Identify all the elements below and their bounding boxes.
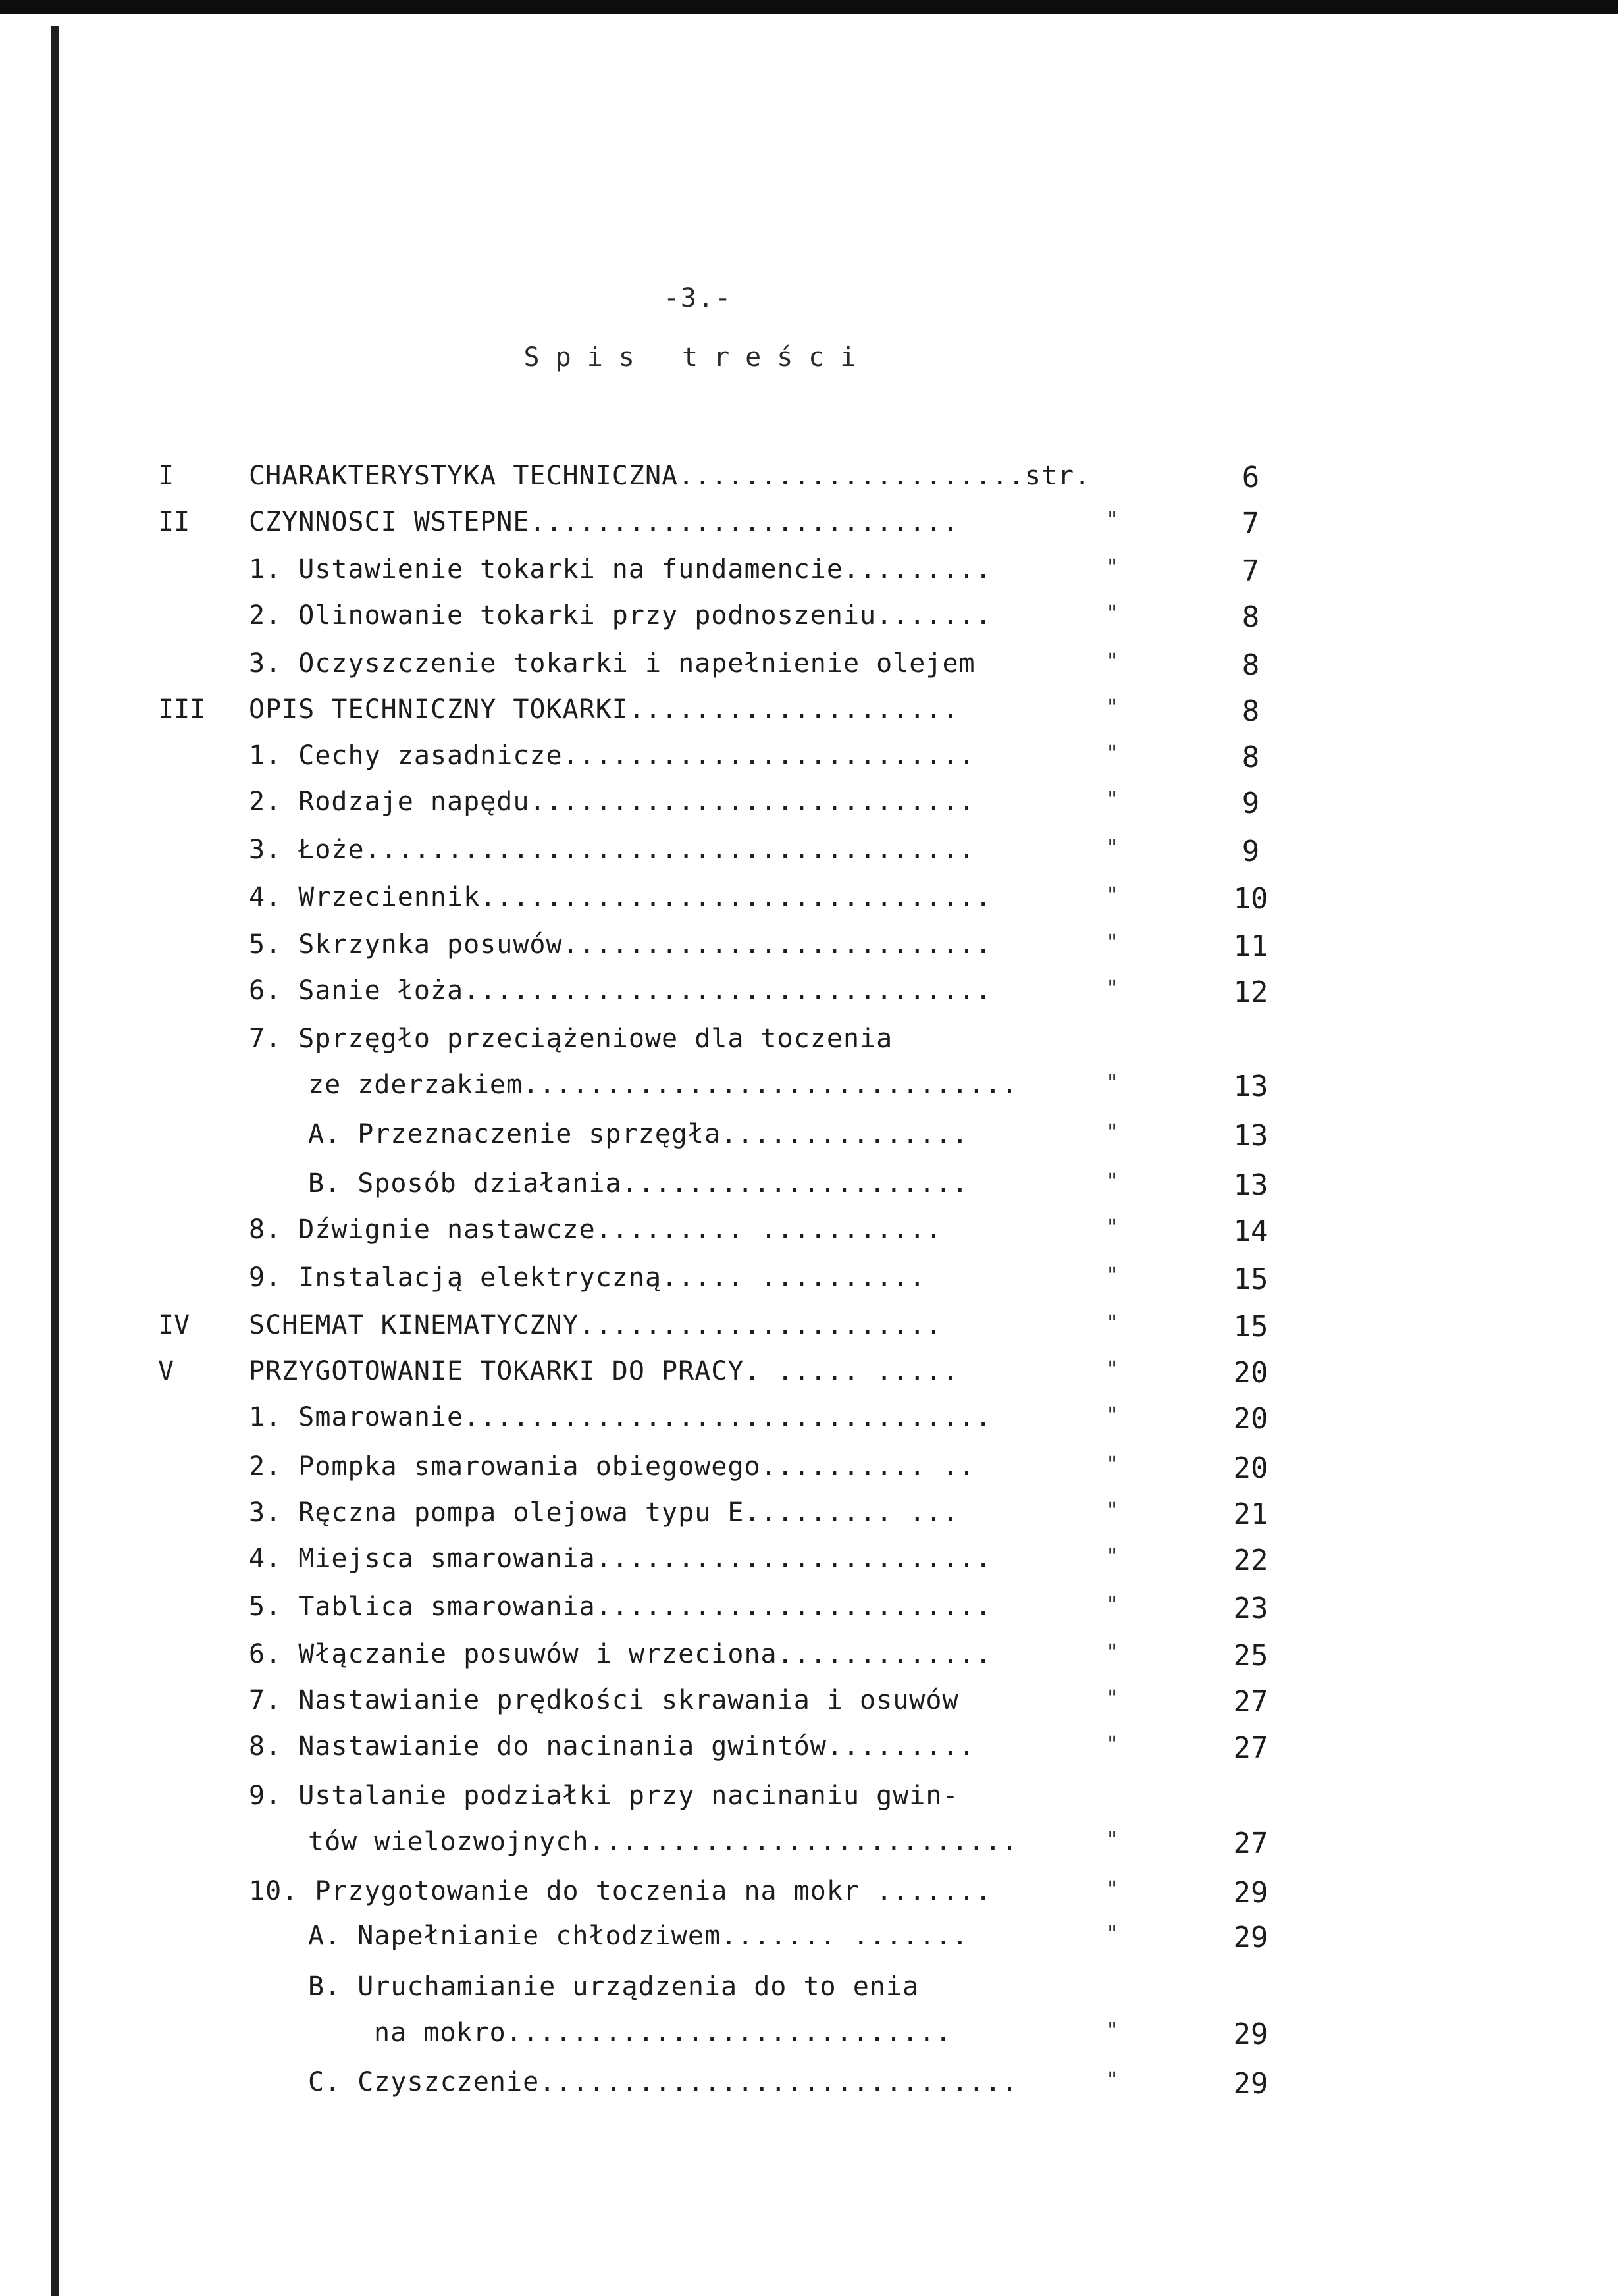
toc-entry-title: 4. Wrzeciennik...............................	[249, 882, 992, 912]
toc-ditto-mark: "	[1106, 1119, 1119, 1144]
toc-entry-title: CHARAKTERYSTYKA TECHNICZNA.....................str.	[249, 461, 1091, 491]
toc-page-number: 20	[1233, 1356, 1268, 1390]
toc-ditto-mark: "	[1106, 694, 1119, 719]
toc-page-number: 25	[1233, 1639, 1268, 1673]
toc-entry-title: A. Napełnianie chłodziwem....... .......	[308, 1921, 969, 1951]
toc-page-number: 13	[1233, 1070, 1268, 1103]
toc-ditto-mark: "	[1106, 1070, 1119, 1095]
toc-ditto-mark: "	[1106, 2067, 1119, 2092]
toc-page-number: 8	[1241, 741, 1260, 774]
toc-entry	[0, 1356, 1618, 1396]
toc-ditto-mark: "	[1106, 1310, 1119, 1335]
toc-entry	[0, 1214, 1618, 1254]
toc-entry-title: 3. Oczyszczenie tokarki i napełnienie olejem	[249, 648, 976, 679]
toc-ditto-mark: "	[1106, 1731, 1119, 1756]
toc-ditto-mark: "	[1106, 1263, 1119, 1288]
toc-entry	[0, 507, 1618, 546]
toc-ditto-mark: "	[1106, 1685, 1119, 1710]
toc-entry-title: 1. Smarowanie................................	[249, 1402, 992, 1432]
toc-entry	[0, 1168, 1618, 1208]
toc-ditto-mark: "	[1106, 2018, 1119, 2043]
toc-entry	[0, 648, 1618, 688]
toc-page-number: 13	[1233, 1168, 1268, 1202]
toc-entry	[0, 694, 1618, 734]
toc-entry	[0, 1731, 1618, 1771]
toc-ditto-mark: "	[1106, 1876, 1119, 1901]
toc-entry-title: 5. Skrzynka posuwów..........................	[249, 929, 992, 960]
toc-entry	[0, 1310, 1618, 1349]
toc-page-number: 27	[1233, 1731, 1268, 1765]
toc-page-number: 23	[1233, 1592, 1268, 1625]
toc-entry-title: 5. Tablica smarowania........................	[249, 1592, 992, 1622]
toc-page-number: 14	[1233, 1214, 1268, 1248]
toc-ditto-mark: "	[1106, 1592, 1119, 1617]
toc-page-number: 9	[1241, 787, 1260, 820]
toc-page-number: 13	[1233, 1119, 1268, 1153]
toc-entry	[0, 1685, 1618, 1725]
toc-entry-title: 2. Olinowanie tokarki przy podnoszeniu.......	[249, 600, 992, 631]
toc-entry	[0, 835, 1618, 874]
toc-ditto-mark: "	[1106, 1168, 1119, 1193]
toc-entry	[0, 1876, 1618, 1916]
toc-entry-title: 3. Łoże.....................................	[249, 835, 976, 865]
toc-entry-title: tów wielozwojnych..........................	[308, 1827, 1018, 1857]
toc-entry	[0, 1070, 1618, 1109]
toc-ditto-mark: "	[1106, 1827, 1119, 1852]
toc-entry	[0, 976, 1618, 1015]
toc-entry	[0, 1451, 1618, 1491]
toc-ditto-mark: "	[1106, 554, 1119, 579]
toc-entry	[0, 1639, 1618, 1679]
toc-entry-title: 2. Pompka smarowania obiegowego.......... ..	[249, 1451, 976, 1482]
toc-chapter-number: III	[158, 694, 206, 725]
toc-page-number: 8	[1241, 694, 1260, 728]
toc-ditto-mark: "	[1106, 1498, 1119, 1523]
toc-page-number: 7	[1241, 507, 1260, 540]
toc-entry	[0, 1498, 1618, 1537]
toc-page-number: 29	[1233, 2067, 1268, 2100]
scan-top-edge	[0, 0, 1618, 14]
toc-entry-title: B. Uruchamianie urządzenia do to enia	[308, 1971, 920, 2002]
toc-chapter-number: IV	[158, 1310, 190, 1340]
toc-entry-title: ze zderzakiem..............................	[308, 1070, 1018, 1100]
toc-ditto-mark: "	[1106, 1921, 1119, 1946]
toc-entry-title: SCHEMAT KINEMATYCZNY......................	[249, 1310, 943, 1340]
toc-ditto-mark: "	[1106, 1356, 1119, 1381]
toc-page-number: 20	[1233, 1402, 1268, 1436]
page-number: -3.-	[663, 283, 733, 313]
toc-entry-title: PRZYGOTOWANIE TOKARKI DO PRACY. ..... .....	[249, 1356, 959, 1386]
toc-entry-title: OPIS TECHNICZNY TOKARKI....................	[249, 694, 959, 725]
toc-ditto-mark: "	[1106, 741, 1119, 766]
toc-page-number: 11	[1233, 929, 1268, 963]
toc-page-number: 27	[1233, 1827, 1268, 1860]
toc-entry-title: 6. Włączanie posuwów i wrzeciona.............	[249, 1639, 992, 1669]
toc-entry-title: 1. Ustawienie tokarki na fundamencie.........	[249, 554, 992, 585]
toc-page-number: 29	[1233, 1921, 1268, 1954]
toc-entry	[0, 1402, 1618, 1442]
toc-entry-title: B. Sposób działania.....................	[308, 1168, 969, 1199]
toc-ditto-mark: "	[1106, 648, 1119, 673]
toc-entry	[0, 1544, 1618, 1583]
toc-entry	[0, 461, 1618, 500]
toc-chapter-number: I	[158, 461, 174, 491]
toc-entry	[0, 882, 1618, 922]
toc-entry-title: A. Przeznaczenie sprzęgła...............	[308, 1119, 969, 1149]
toc-page-number: 15	[1233, 1310, 1268, 1344]
toc-ditto-mark: "	[1106, 1451, 1119, 1476]
toc-ditto-mark: "	[1106, 929, 1119, 954]
toc-page-number: 29	[1233, 1876, 1268, 1910]
toc-chapter-number: V	[158, 1356, 174, 1386]
toc-page-number: 9	[1241, 835, 1260, 868]
toc-page-number: 21	[1233, 1498, 1268, 1531]
toc-page-number: 15	[1233, 1263, 1268, 1296]
toc-entry	[0, 554, 1618, 594]
toc-entry-title: 7. Nastawianie prędkości skrawania i osuwów	[249, 1685, 959, 1715]
toc-page-number: 12	[1233, 976, 1268, 1009]
toc-ditto-mark: "	[1106, 1544, 1119, 1569]
toc-page-number: 27	[1233, 1685, 1268, 1719]
toc-entry-title: 9. Instalacją elektryczną..... ..........	[249, 1263, 926, 1293]
toc-entry	[0, 1024, 1618, 1063]
toc-ditto-mark: "	[1106, 976, 1119, 1001]
toc-entry	[0, 1263, 1618, 1302]
toc-entry	[0, 1827, 1618, 1866]
toc-entry-title: 10. Przygotowanie do toczenia na mokr .......	[249, 1876, 992, 1906]
toc-ditto-mark: "	[1106, 835, 1119, 860]
toc-entry-title: 7. Sprzęgło przeciążeniowe dla toczenia	[249, 1024, 893, 1054]
toc-entry	[0, 741, 1618, 780]
toc-entry-title: 8. Dźwignie nastawcze......... ...........	[249, 1214, 943, 1245]
toc-entry-title: C. Czyszczenie.............................	[308, 2067, 1018, 2097]
toc-ditto-mark: "	[1106, 507, 1119, 532]
toc-chapter-number: II	[158, 507, 190, 537]
toc-entry	[0, 1592, 1618, 1631]
toc-page-number: 8	[1241, 600, 1260, 634]
toc-ditto-mark: "	[1106, 1639, 1119, 1664]
toc-page-number: 20	[1233, 1451, 1268, 1485]
toc-ditto-mark: "	[1106, 1402, 1119, 1427]
toc-entry	[0, 1921, 1618, 1960]
toc-entry-title: 6. Sanie łoża................................	[249, 976, 992, 1006]
toc-entry-title: 3. Ręczna pompa olejowa typu E......... ...	[249, 1498, 959, 1528]
toc-entry	[0, 929, 1618, 969]
toc-entry	[0, 787, 1618, 826]
toc-page-number: 7	[1241, 554, 1260, 588]
toc-page-number: 8	[1241, 648, 1260, 682]
toc-entry-title: na mokro...........................	[374, 2018, 952, 2048]
toc-entry-title: CZYNNOSCI WSTEPNE..........................	[249, 507, 959, 537]
toc-ditto-mark: "	[1106, 787, 1119, 812]
toc-page-number: 22	[1233, 1544, 1268, 1577]
toc-ditto-mark: "	[1106, 882, 1119, 907]
toc-entry-title: 1. Cechy zasadnicze.........................	[249, 741, 976, 771]
toc-entry-title: 9. Ustalanie podziałki przy nacinaniu gwin-	[249, 1781, 959, 1811]
toc-page-number: 6	[1241, 461, 1260, 494]
toc-entry	[0, 2067, 1618, 2106]
toc-entry	[0, 1971, 1618, 2011]
toc-entry-title: 4. Miejsca smarowania........................	[249, 1544, 992, 1574]
toc-entry	[0, 1119, 1618, 1159]
toc-entry	[0, 600, 1618, 640]
toc-page-number: 10	[1233, 882, 1268, 916]
toc-ditto-mark: "	[1106, 600, 1119, 625]
toc-entry	[0, 1781, 1618, 1820]
toc-page-number: 29	[1233, 2018, 1268, 2051]
page-title: Spis treści	[523, 342, 872, 373]
toc-ditto-mark: "	[1106, 1214, 1119, 1239]
toc-entry-title: 8. Nastawianie do nacinania gwintów.........	[249, 1731, 976, 1761]
toc-entry-title: 2. Rodzaje napędu...........................	[249, 787, 976, 817]
toc-entry	[0, 2018, 1618, 2057]
